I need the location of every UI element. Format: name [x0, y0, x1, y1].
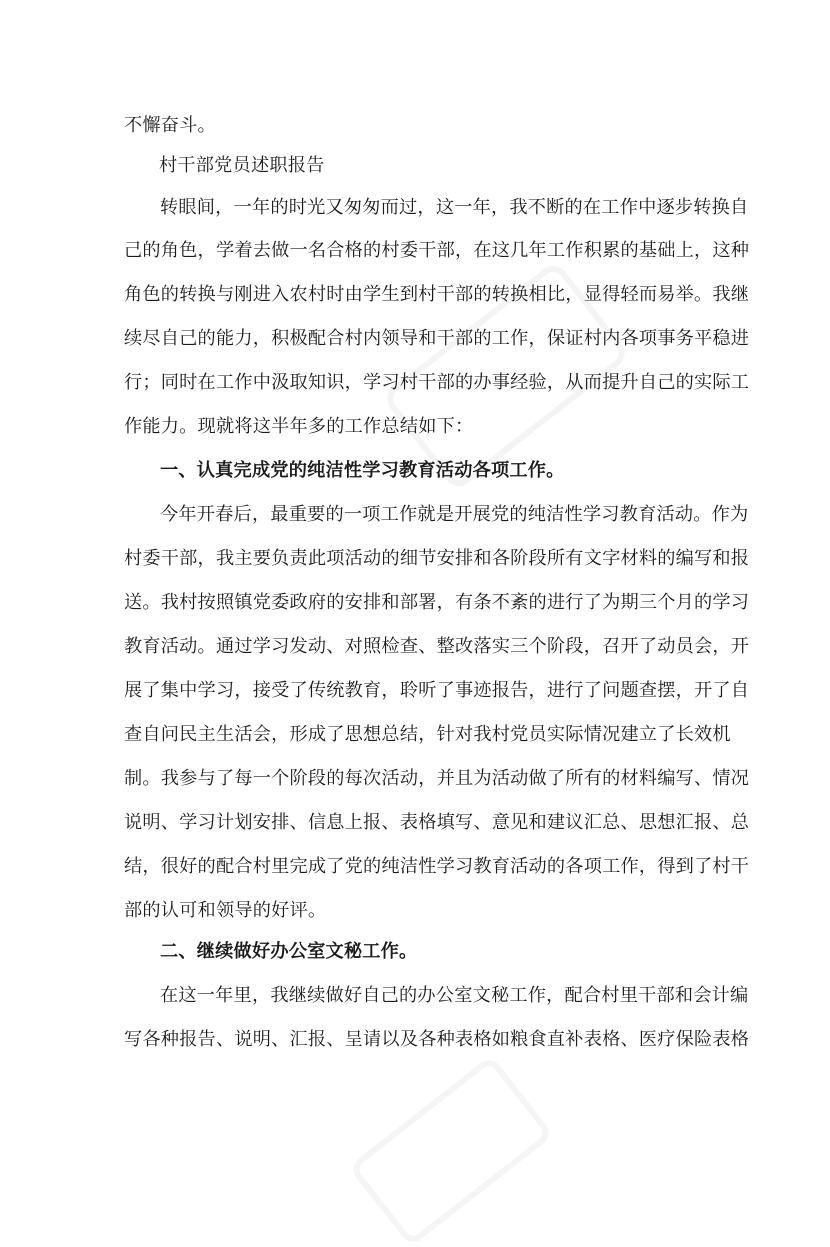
- report-title: 村干部党员述职报告: [159, 155, 325, 176]
- section-heading-2: 二、继续做好办公室文秘工作。: [160, 941, 418, 962]
- paragraph-line: 制。我参与了每一个阶段的每次活动，并且为活动做了所有的材料编写、情况: [124, 768, 750, 789]
- paragraph-line: 说明、学习计划安排、信息上报、表格填写、意见和建议汇总、思想汇报、总: [124, 812, 750, 833]
- paragraph-line: 己的角色，学着去做一名合格的村委干部，在这几年工作积累的基础上，这种: [124, 240, 750, 261]
- paragraph-line: 送。我村按照镇党委政府的安排和部署，有条不紊的进行了为期三个月的学习: [124, 592, 750, 613]
- section-heading-1: 一、认真完成党的纯洁性学习教育活动各项工作。: [160, 460, 565, 481]
- paragraph-line: 教育活动。通过学习发动、对照检查、整改落实三个阶段，召开了动员会，开: [124, 636, 750, 657]
- paragraph-line: 村委干部，我主要负责此项活动的细节安排和各阶段所有文字材料的编写和报: [124, 548, 750, 569]
- paragraph-line: 转眼间，一年的时光又匆匆而过，这一年，我不断的在工作中逐步转换自: [160, 197, 749, 218]
- paragraph-line: 角色的转换与刚进入农村时由学生到村干部的转换相比，显得轻而易举。我继: [124, 284, 750, 305]
- watermark-bottom: [348, 1055, 554, 1247]
- paragraph-line: 查自问民主生活会，形成了思想总结，针对我村党员实际情况建立了长效机: [124, 724, 731, 745]
- paragraph-line: 展了集中学习，接受了传统教育，聆听了事迹报告，进行了问题查摆，开了自: [124, 680, 750, 701]
- text-line: 不懈奋斗。: [124, 115, 216, 136]
- paragraph-line: 行；同时在工作中汲取知识，学习村干部的办事经验，从而提升自己的实际工: [124, 372, 750, 393]
- paragraph-line: 结，很好的配合村里完成了党的纯洁性学习教育活动的各项工作，得到了村干: [124, 856, 750, 877]
- paragraph-line: 作能力。现就将这半年多的工作总结如下：: [124, 416, 474, 437]
- paragraph-line: 写各种报告、说明、汇报、呈请以及各种表格如粮食直补表格、医疗保险表格: [124, 1029, 750, 1050]
- paragraph-line: 续尽自己的能力，积极配合村内领导和干部的工作，保证村内各项事务平稳进: [124, 328, 750, 349]
- paragraph-line: 在这一年里，我继续做好自己的办公室文秘工作，配合村里干部和会计编: [160, 985, 749, 1006]
- paragraph-line: 部的认可和领导的好评。: [124, 900, 327, 921]
- paragraph-line: 今年开春后，最重要的一项工作就是开展党的纯洁性学习教育活动。作为: [160, 504, 749, 525]
